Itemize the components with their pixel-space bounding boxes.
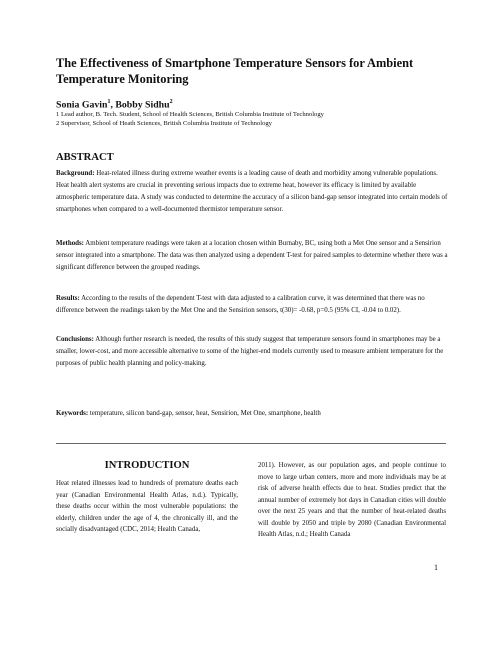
author-superscript: 1 <box>107 99 111 105</box>
affiliation-line: 1 Lead author, B. Tech. Student, School of Health Sciences, British Columbia Institute of Technology <box>56 111 324 118</box>
abstract-heading: ABSTRACT <box>56 152 114 163</box>
paragraph-label: Background: <box>56 170 95 177</box>
page-number: 1 <box>434 563 438 572</box>
keywords-text: temperature, silicon band-gap, sensor, heat, Sensirion, Met One, smartphone, health <box>88 410 321 417</box>
paper-title: The Effectiveness of Smartphone Temperature Sensors for Ambient Temperature Monitoring <box>56 56 414 86</box>
author-superscript: 2 <box>169 99 173 105</box>
affiliation-line: 2 Supervisor, School of Heath Sciences, British Columbia Institute of Technology <box>56 120 272 128</box>
abstract-background-paragraph <box>56 168 448 216</box>
introduction-heading: INTRODUCTION <box>104 460 190 471</box>
abstract-conclusions-paragraph <box>56 334 448 370</box>
author-name: Bobby Sidhu <box>115 99 170 111</box>
paragraph-label: Conclusions: <box>56 336 94 343</box>
author-separator: , <box>110 99 116 111</box>
abstract-methods-paragraph <box>56 238 448 274</box>
affiliations <box>56 110 446 129</box>
keywords <box>56 408 448 419</box>
introduction-right-column: 2011). However, as our population ages, and people continue to move to large urban centers, more and more individuals may be at risk of adverse health effects due to heat. Studies predict that the annual number of extremely hot days in Canadian cities will double over the next 25 years and that the number of heat-related deaths will double by 2050 and triple by 2080 (Canadian Environmental Health Atlas, n.d.; Health Canada <box>258 462 446 538</box>
paragraph-text: Although further research is needed, the results of this study suggest that temperature sensors found in smartphones may be a smaller, lower-cost, and more accessible alternative to some of the higher-end models currently used to measure ambient temperature for the purposes of public health planning and policy-making. <box>56 336 444 367</box>
introduction-left-column: Heat related illnesses lead to hundreds of premature deaths each year (Canadian Environmental Health Atlas, n.d.). Typically, these deaths occur within the most vulnerable populations: the elderly, children under the age of 4, the chronically ill, and the socially disadvantaged (CDC, 2014; Health Canada, <box>56 480 238 533</box>
paragraph-label: Methods: <box>56 240 84 247</box>
section-divider <box>56 443 446 444</box>
paragraph-text: Heat-related illness during extreme weather events is a leading cause of death and morbidity among vulnerable populations. Heat health alert systems are crucial in preventing serious impacts due to extreme heat, however its efficacy is limited by available atmospheric temperature data. A study was conducted to determine the accuracy of a silicon band-gap sensor integrated into certain models of smartphones when compared to a well-documented thermistor temperature sensor. <box>56 170 448 213</box>
paragraph-text: According to the results of the dependent T-test with data adjusted to a calibration curve, it was determined that there was no difference between the readings taken by the Met One and the Sensirion sensors, t(30)= -0.68, p=0.5 (95% CI, -0.04 to 0.02). <box>56 295 425 314</box>
abstract-results-paragraph <box>56 293 448 317</box>
paragraph-label: Results: <box>56 295 80 302</box>
paragraph-text: Ambient temperature readings were taken at a location chosen within Burnaby, BC, using both a Met One sensor and a Sensirion sensor integrated into a smartphone. The data was then analyzed using a dependent T-test for paired samples to determine whether there was a significant difference between the grouped readings. <box>56 240 448 271</box>
author-line <box>56 96 173 111</box>
keywords-label: Keywords: <box>56 410 89 417</box>
author-name: Sonia Gavin <box>56 99 108 111</box>
